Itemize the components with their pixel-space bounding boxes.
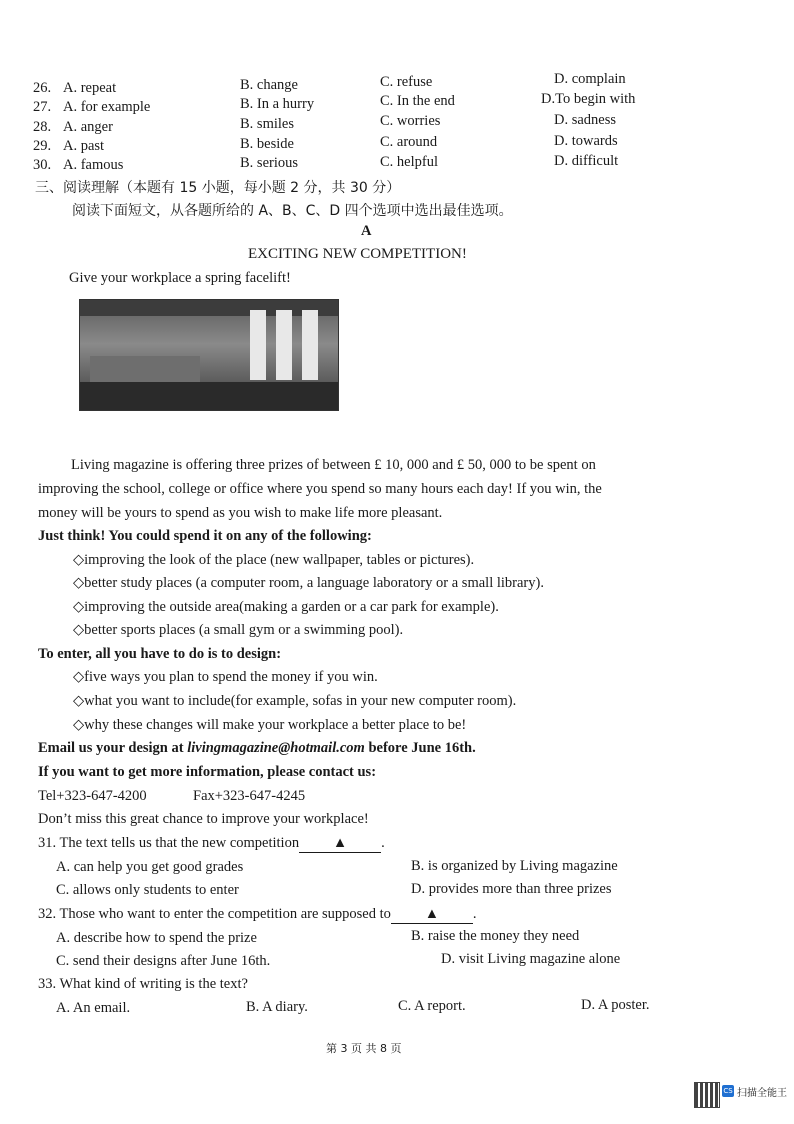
paragraph-line: money will be yours to spend as you wish to make life more pleasant. <box>38 505 443 521</box>
choice-option: D. sadness <box>554 112 617 128</box>
section-heading: 三、阅读理解（本题有 15 小题，每小题 2 分，共 30 分） <box>35 180 401 196</box>
choice-option: C. around <box>380 134 438 150</box>
question-option: C. allows only students to enter <box>56 882 239 898</box>
list-item: ◇five ways you plan to spend the money if you win. <box>73 669 378 685</box>
choice-option: B. beside <box>240 136 294 152</box>
list-item: ◇what you want to include(for example, sofas in your new computer room). <box>73 693 517 709</box>
list-item: ◇better study places (a computer room, a language laboratory or a small library). <box>73 575 544 591</box>
choice-option: A. for example <box>63 99 151 115</box>
to-enter-heading: To enter, all you have to do is to design: <box>38 646 282 662</box>
fax: Fax+323-647-4245 <box>193 788 306 804</box>
question-stem: 33. What kind of writing is the text? <box>38 976 248 992</box>
choice-option: C. In the end <box>380 93 455 109</box>
choice-option: A. anger <box>63 119 113 135</box>
email-address: livingmagazine@hotmail.com <box>187 740 365 756</box>
choice-number: 28. <box>33 119 52 135</box>
question-end: . <box>381 835 385 851</box>
question-option: D. provides more than three prizes <box>411 881 612 897</box>
qr-code-icon <box>694 1082 720 1108</box>
email-suffix: before June 16th. <box>364 740 476 756</box>
choice-number: 30. <box>33 157 52 173</box>
list-item: ◇why these changes will make your workplace a better place to be! <box>73 717 467 733</box>
question-option: D. A poster. <box>581 997 650 1013</box>
choice-option: C. worries <box>380 113 441 129</box>
list-item: ◇improving the outside area(making a garden or a car park for example). <box>73 599 499 615</box>
closing-line: Don’t miss this great chance to improve your workplace! <box>38 811 369 827</box>
list-item: ◇better sports places (a small gym or a swimming pool). <box>73 622 404 638</box>
choice-option: B. change <box>240 77 298 93</box>
choice-option: A. past <box>63 138 105 154</box>
question-option: D. visit Living magazine alone <box>441 951 621 967</box>
email-prefix: Email us your design at <box>38 740 188 756</box>
answer-blank: ▲ <box>299 835 381 853</box>
paragraph-line: Living magazine is offering three prizes of between £ 10, 000 and £ 50, 000 to be spent on <box>71 457 596 473</box>
question-option: B. is organized by Living magazine <box>411 858 618 874</box>
question-stem <box>38 835 385 853</box>
question-stem <box>38 906 477 924</box>
email-line <box>38 740 476 757</box>
choice-option: B. serious <box>240 155 298 171</box>
passage-title: EXCITING NEW COMPETITION! <box>248 246 467 262</box>
scanner-watermark: 扫描全能王 <box>737 1088 787 1099</box>
passage-letter: A <box>361 223 372 239</box>
choice-option: B. In a hurry <box>240 96 315 112</box>
choice-number: 29. <box>33 138 52 154</box>
question-text: 31. The text tells us that the new competition <box>38 835 300 851</box>
telephone: Tel+323-647-4200 <box>38 788 147 804</box>
office-photo <box>79 299 339 411</box>
camscanner-logo-icon: CS <box>723 1087 733 1095</box>
question-option: A. An email. <box>56 1000 131 1016</box>
passage-subtitle: Give your workplace a spring facelift! <box>69 270 291 286</box>
choice-number: 27. <box>33 99 52 115</box>
question-option: B. A diary. <box>246 999 308 1015</box>
choice-option: D. towards <box>554 133 618 149</box>
question-option: A. can help you get good grades <box>56 859 244 875</box>
page-number: 第 3 页 共 8 页 <box>326 1042 402 1055</box>
choice-number: 26. <box>33 80 52 96</box>
choice-option: C. refuse <box>380 74 433 90</box>
question-option: B. raise the money they need <box>411 928 580 944</box>
list-item: ◇improving the look of the place (new wallpaper, tables or pictures). <box>73 552 475 568</box>
paragraph-line: improving the school, college or office where you spend so many hours each day! If you win, the <box>38 481 602 497</box>
choice-option: C. helpful <box>380 154 438 170</box>
just-think-heading: Just think! You could spend it on any of the following: <box>38 528 372 544</box>
choice-option: D. difficult <box>554 153 619 169</box>
choice-option: A. repeat <box>63 80 117 96</box>
question-option: C. A report. <box>398 998 466 1014</box>
question-end: . <box>472 906 477 922</box>
question-option: C. send their designs after June 16th. <box>56 953 271 969</box>
question-option: A. describe how to spend the prize <box>56 930 257 946</box>
more-info-heading: If you want to get more information, please contact us: <box>38 764 377 780</box>
choice-option: D. complain <box>554 71 626 87</box>
choice-option: A. famous <box>63 157 124 173</box>
question-text: 32. Those who want to enter the competition are supposed to <box>38 906 391 922</box>
answer-blank: ▲ <box>391 906 473 924</box>
section-instruction: 阅读下面短文，从各题所给的 A、B、C、D 四个选项中选出最佳选项。 <box>72 203 513 219</box>
choice-option: B. smiles <box>240 116 294 132</box>
choice-option: D.To begin with <box>541 91 636 107</box>
